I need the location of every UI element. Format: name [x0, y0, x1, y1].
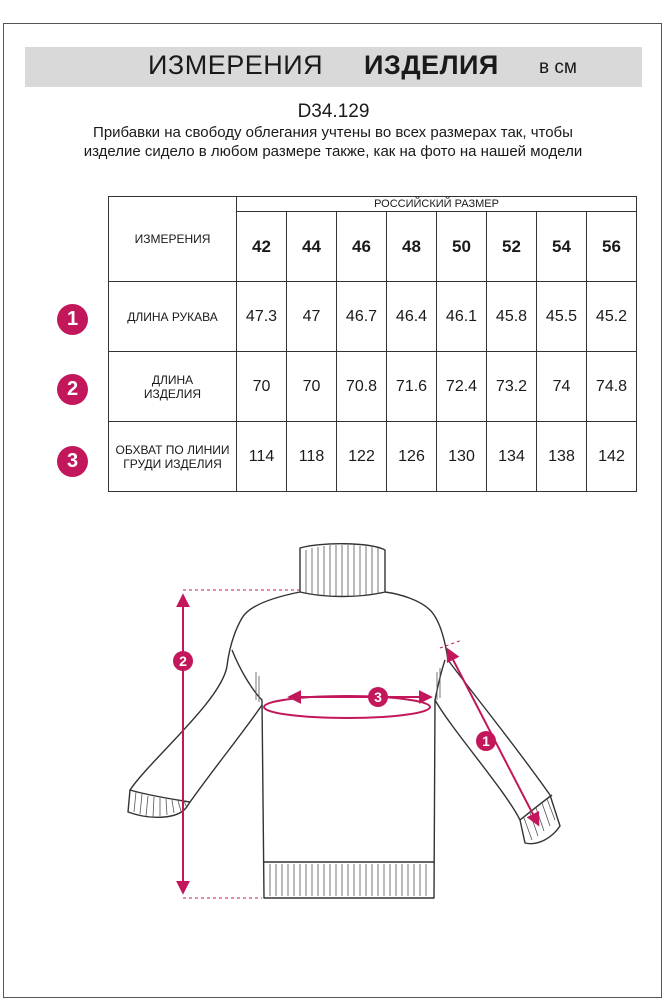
marker-2-label: 2 — [179, 653, 187, 669]
article-code: D34.129 — [297, 101, 370, 122]
row-label: ДЛИНА РУКАВА — [109, 282, 237, 352]
table-row — [109, 352, 637, 422]
table-cell: 72.4 — [437, 352, 487, 422]
page-title-part1: ИЗМЕРЕНИЯ — [148, 50, 324, 80]
table-cell: 45.2 — [587, 282, 637, 352]
size-system-header: РОССИЙСКИЙ РАЗМЕР — [237, 197, 637, 212]
size-table — [108, 196, 637, 492]
table-cell: 70.8 — [337, 352, 387, 422]
table-cell: 138 — [537, 422, 587, 492]
marker-1-label: 1 — [482, 733, 490, 749]
table-cell: 73.2 — [487, 352, 537, 422]
row-label: ОБХВАТ ПО ЛИНИИ ГРУДИ ИЗДЕЛИЯ — [109, 422, 237, 492]
size-cell: 46 — [337, 212, 387, 282]
table-cell: 74.8 — [587, 352, 637, 422]
sweater-diagram — [0, 520, 667, 910]
size-cell: 50 — [437, 212, 487, 282]
table-cell: 134 — [487, 422, 537, 492]
table-cell: 114 — [237, 422, 287, 492]
table-cell: 122 — [337, 422, 387, 492]
unit-label: в см — [539, 57, 577, 78]
measure-header: ИЗМЕРЕНИЯ — [109, 197, 237, 282]
size-cell: 42 — [237, 212, 287, 282]
page-title-part2: ИЗДЕЛИЯ — [364, 50, 499, 80]
table-cell: 142 — [587, 422, 637, 492]
size-cell: 44 — [287, 212, 337, 282]
table-cell: 47 — [287, 282, 337, 352]
row-label: ДЛИНА ИЗДЕЛИЯ — [109, 352, 237, 422]
size-cell: 56 — [587, 212, 637, 282]
table-cell: 118 — [287, 422, 337, 492]
table-cell: 70 — [237, 352, 287, 422]
size-cell: 52 — [487, 212, 537, 282]
table-cell: 45.8 — [487, 282, 537, 352]
table-cell: 126 — [387, 422, 437, 492]
table-cell: 130 — [437, 422, 487, 492]
table-row — [109, 422, 637, 492]
table-cell: 45.5 — [537, 282, 587, 352]
size-cell: 48 — [387, 212, 437, 282]
size-cell: 54 — [537, 212, 587, 282]
table-cell: 74 — [537, 352, 587, 422]
table-cell: 47.3 — [237, 282, 287, 352]
row-number-badge: 1 — [57, 304, 88, 335]
fit-note: Прибавки на свободу облегания учтены во всех размерах так, чтобы изделие сидело в любом размере также, как на фото на нашей модели — [83, 124, 583, 160]
marker-3-label: 3 — [374, 689, 382, 705]
table-row — [109, 282, 637, 352]
table-cell: 70 — [287, 352, 337, 422]
row-number-badge: 2 — [57, 374, 88, 405]
table-cell: 46.4 — [387, 282, 437, 352]
table-cell: 46.7 — [337, 282, 387, 352]
row-number-badge: 3 — [57, 446, 88, 477]
table-cell: 46.1 — [437, 282, 487, 352]
table-cell: 71.6 — [387, 352, 437, 422]
